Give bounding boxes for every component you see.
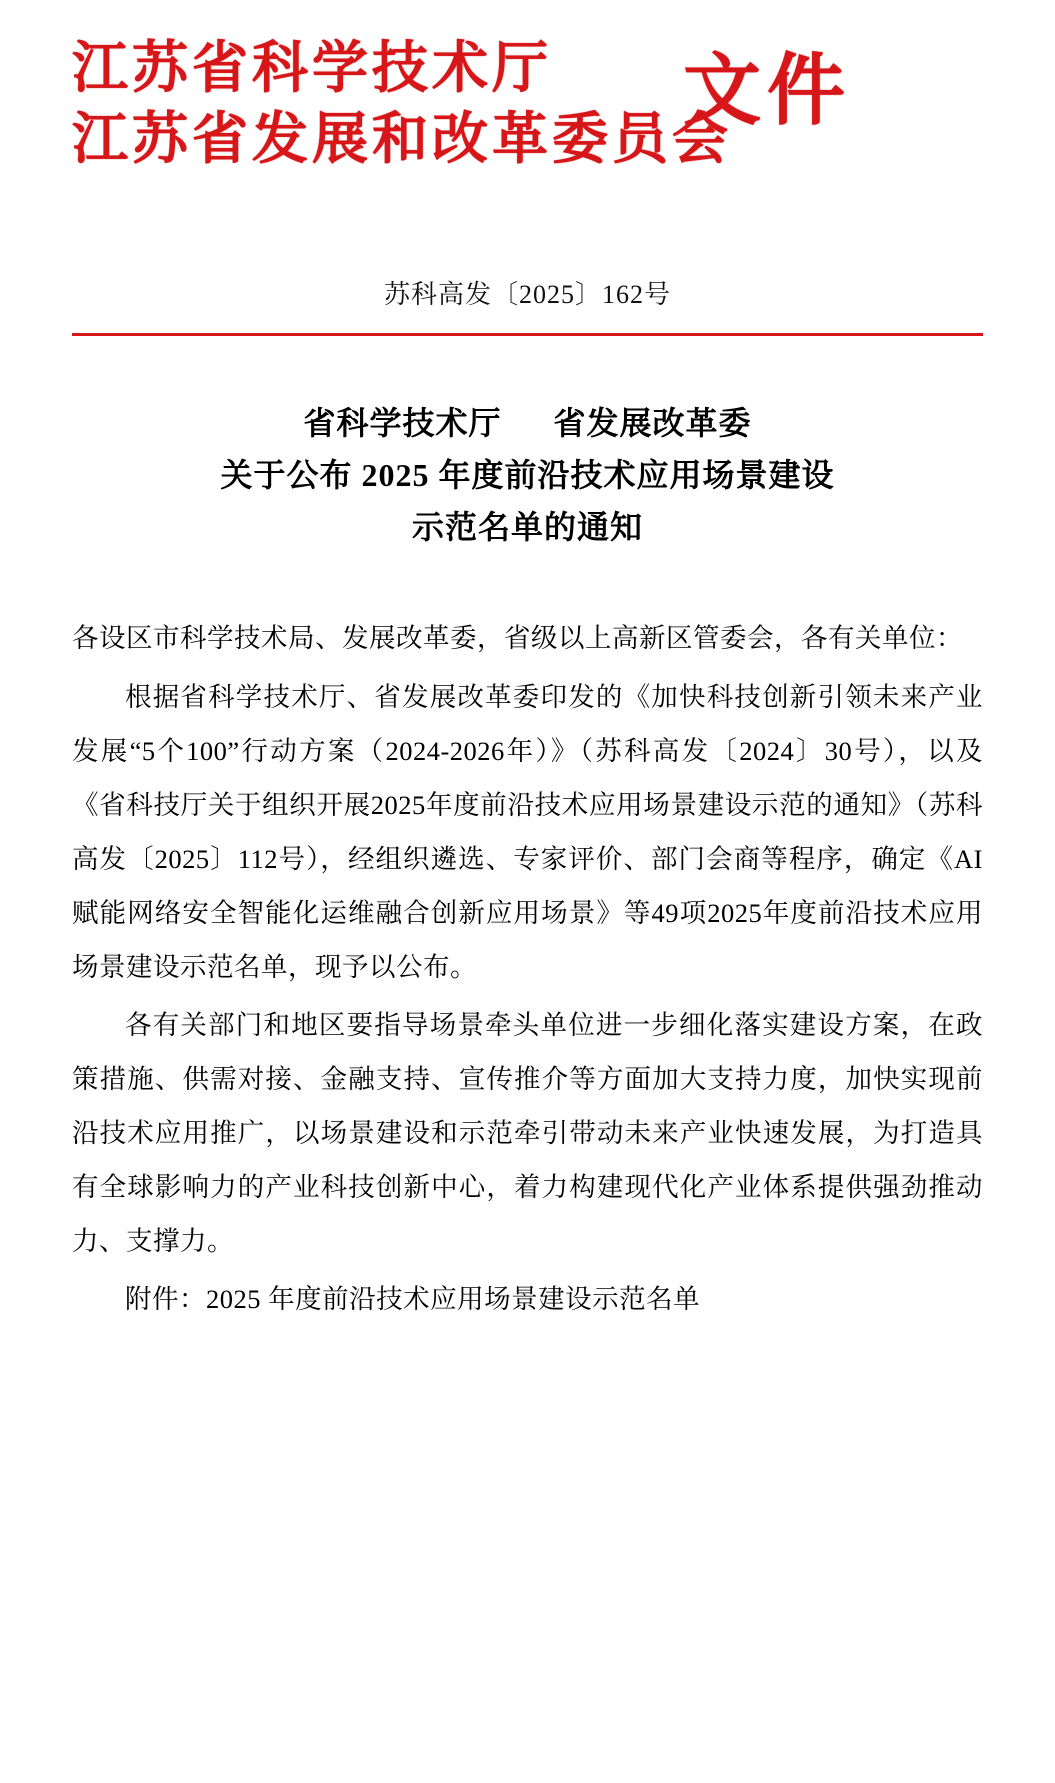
attachment-line: 附件：2025 年度前沿技术应用场景建设示范名单 [125,1284,701,1315]
title-line-2: 关于公布 2025 年度前沿技术应用场景建设 [220,456,835,493]
title-line-3: 示范名单的通知 [411,508,643,545]
page-title [72,398,983,553]
salutation: 各设区市科学技术局、发展改革委，省级以上高新区管委会，各有关单位： [72,623,963,654]
body-paragraph-2: 各有关部门和地区要指导场景牵头单位进一步细化落实建设方案，在政策措施、供需对接、金融支持、宣传推介等方面加大支持力度，加快实现前沿技术应用推广，以场景建设和示范牵引带动未来产业快速发展，为打造具有全球影响力的产业科技创新中心，着力构建现代化产业体系提供强劲推动力、支撑力。 [72,1009,983,1256]
letterhead-org-line-1: 江苏省科学技术厅 [72,38,552,100]
body-paragraph-1: 根据省科学技术厅、省发展改革委印发的《加快科技创新引领未来产业发展“5个100”行动方案（2024-2026年）》（苏科高发〔2024〕30号），以及《省科技厅关于组织开展2025年度前沿技术应用场景建设示范的通知》（苏科高发〔2025〕112号），经组织遴选、专家评价、部门会商等程序，确定《AI赋能网络安全智能化运维融合创新应用场景》等49项2025年度前沿技术应用场景建设示范名单，现予以公布。 [72,681,983,982]
letterhead-org-line-2: 江苏省发展和改革委员会 [72,108,732,171]
document-number: 苏科高发〔2025〕162号 [383,280,671,309]
letterhead-document-word: 文件 [682,47,851,134]
title-issuer-1: 省科学技术厅 [303,405,502,441]
letterhead [72,0,983,200]
red-divider-rule [72,333,983,336]
title-line-1 [72,398,983,450]
document-body [72,611,983,1326]
title-issuer-2: 省发展改革委 [553,405,752,441]
letterhead-org-names [72,34,732,175]
